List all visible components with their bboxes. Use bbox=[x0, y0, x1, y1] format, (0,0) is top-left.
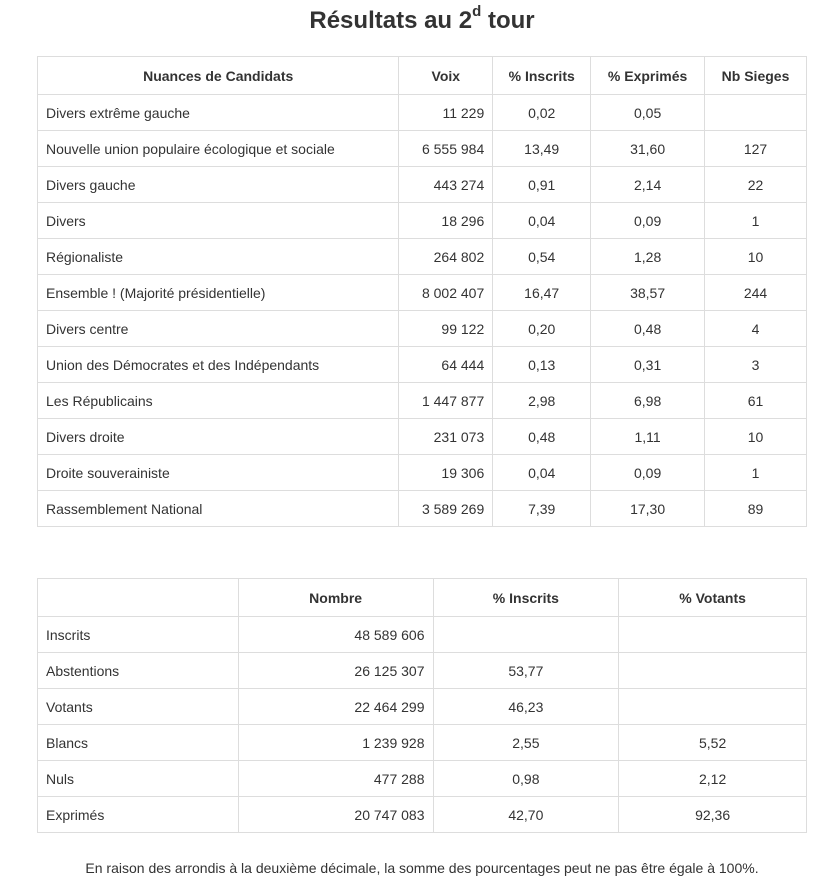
table-row bbox=[38, 275, 807, 311]
cell-nuance: Divers droite bbox=[38, 419, 399, 455]
cell-nb-sieges: 10 bbox=[705, 419, 807, 455]
table-row bbox=[38, 419, 807, 455]
cell-pct-votants bbox=[619, 689, 807, 725]
cell-nombre: 26 125 307 bbox=[238, 653, 433, 689]
footnote: En raison des arrondis à la deuxième décimale, la somme des pourcentages peut ne pas être égale à 100%. bbox=[85, 860, 759, 876]
cell-nombre: 22 464 299 bbox=[238, 689, 433, 725]
cell-nuance: Rassemblement National bbox=[38, 491, 399, 527]
cell-nb-sieges: 61 bbox=[705, 383, 807, 419]
cell-voix: 11 229 bbox=[399, 95, 493, 131]
title-superscript: d bbox=[472, 3, 482, 20]
title-suffix: tour bbox=[481, 7, 535, 34]
cell-pct-votants bbox=[619, 653, 807, 689]
cell-voix: 99 122 bbox=[399, 311, 493, 347]
cell-pct-votants: 92,36 bbox=[619, 797, 807, 833]
table-row bbox=[38, 131, 807, 167]
cell-nuance: Divers bbox=[38, 203, 399, 239]
cell-label: Blancs bbox=[38, 725, 239, 761]
cell-pct-inscrits bbox=[433, 617, 619, 653]
table-row bbox=[38, 797, 807, 833]
results-table-header bbox=[38, 57, 807, 95]
cell-voix: 1 447 877 bbox=[399, 383, 493, 419]
cell-nb-sieges: 4 bbox=[705, 311, 807, 347]
table-row bbox=[38, 491, 807, 527]
participation-table-header bbox=[38, 579, 807, 617]
cell-nombre: 48 589 606 bbox=[238, 617, 433, 653]
cell-voix: 64 444 bbox=[399, 347, 493, 383]
cell-voix: 6 555 984 bbox=[399, 131, 493, 167]
header-pct-votants: % Votants bbox=[619, 579, 807, 617]
cell-pct-inscrits: 0,91 bbox=[493, 167, 591, 203]
cell-nombre: 20 747 083 bbox=[238, 797, 433, 833]
cell-pct-exprimes: 31,60 bbox=[591, 131, 705, 167]
header-pct-inscrits: % Inscrits bbox=[433, 579, 619, 617]
cell-pct-inscrits: 0,48 bbox=[493, 419, 591, 455]
cell-pct-exprimes: 1,28 bbox=[591, 239, 705, 275]
cell-nb-sieges: 10 bbox=[705, 239, 807, 275]
cell-pct-exprimes: 1,11 bbox=[591, 419, 705, 455]
cell-pct-inscrits: 0,20 bbox=[493, 311, 591, 347]
table-row bbox=[38, 347, 807, 383]
cell-nombre: 477 288 bbox=[238, 761, 433, 797]
page-title bbox=[0, 0, 823, 36]
cell-pct-votants: 5,52 bbox=[619, 725, 807, 761]
table-row bbox=[38, 761, 807, 797]
cell-voix: 443 274 bbox=[399, 167, 493, 203]
cell-label: Abstentions bbox=[38, 653, 239, 689]
participation-table bbox=[37, 578, 807, 833]
cell-pct-inscrits: 2,98 bbox=[493, 383, 591, 419]
cell-pct-exprimes: 38,57 bbox=[591, 275, 705, 311]
table-row bbox=[38, 689, 807, 725]
results-header-row bbox=[38, 57, 807, 95]
cell-label: Nuls bbox=[38, 761, 239, 797]
table-row bbox=[38, 239, 807, 275]
cell-pct-exprimes: 2,14 bbox=[591, 167, 705, 203]
cell-label: Inscrits bbox=[38, 617, 239, 653]
cell-nb-sieges: 22 bbox=[705, 167, 807, 203]
cell-voix: 231 073 bbox=[399, 419, 493, 455]
header-nb-sieges: Nb Sieges bbox=[705, 57, 807, 95]
cell-nb-sieges: 127 bbox=[705, 131, 807, 167]
participation-table-body bbox=[38, 617, 807, 833]
cell-nombre: 1 239 928 bbox=[238, 725, 433, 761]
cell-nuance: Union des Démocrates et des Indépendants bbox=[38, 347, 399, 383]
header-nuances: Nuances de Candidats bbox=[38, 57, 399, 95]
cell-pct-inscrits: 0,04 bbox=[493, 203, 591, 239]
cell-nb-sieges: 3 bbox=[705, 347, 807, 383]
title-prefix: Résultats au 2 bbox=[309, 7, 473, 34]
table-row bbox=[38, 203, 807, 239]
table-row bbox=[38, 311, 807, 347]
cell-pct-inscrits: 42,70 bbox=[433, 797, 619, 833]
cell-nb-sieges: 1 bbox=[705, 455, 807, 491]
header-pct-exprimes: % Exprimés bbox=[591, 57, 705, 95]
cell-pct-inscrits: 7,39 bbox=[493, 491, 591, 527]
cell-pct-exprimes: 0,09 bbox=[591, 203, 705, 239]
cell-pct-inscrits: 2,55 bbox=[433, 725, 619, 761]
cell-nuance: Les Républicains bbox=[38, 383, 399, 419]
cell-nb-sieges: 244 bbox=[705, 275, 807, 311]
table-row bbox=[38, 95, 807, 131]
cell-nuance: Droite souverainiste bbox=[38, 455, 399, 491]
table-row bbox=[38, 167, 807, 203]
cell-voix: 8 002 407 bbox=[399, 275, 493, 311]
cell-pct-exprimes: 0,31 bbox=[591, 347, 705, 383]
cell-pct-inscrits: 0,13 bbox=[493, 347, 591, 383]
cell-pct-inscrits: 0,98 bbox=[433, 761, 619, 797]
cell-label: Votants bbox=[38, 689, 239, 725]
cell-pct-inscrits: 46,23 bbox=[433, 689, 619, 725]
cell-voix: 19 306 bbox=[399, 455, 493, 491]
header-empty bbox=[38, 579, 239, 617]
cell-pct-inscrits: 0,54 bbox=[493, 239, 591, 275]
table-row bbox=[38, 725, 807, 761]
header-pct-inscrits: % Inscrits bbox=[493, 57, 591, 95]
results-table-body bbox=[38, 95, 807, 527]
cell-pct-exprimes: 0,09 bbox=[591, 455, 705, 491]
cell-nb-sieges: 1 bbox=[705, 203, 807, 239]
header-voix: Voix bbox=[399, 57, 493, 95]
cell-pct-exprimes: 0,05 bbox=[591, 95, 705, 131]
cell-nuance: Divers extrême gauche bbox=[38, 95, 399, 131]
cell-nuance: Divers gauche bbox=[38, 167, 399, 203]
cell-pct-exprimes: 0,48 bbox=[591, 311, 705, 347]
cell-pct-votants bbox=[619, 617, 807, 653]
results-table bbox=[37, 56, 807, 527]
cell-voix: 3 589 269 bbox=[399, 491, 493, 527]
cell-pct-inscrits: 13,49 bbox=[493, 131, 591, 167]
cell-pct-inscrits: 0,04 bbox=[493, 455, 591, 491]
cell-pct-inscrits: 16,47 bbox=[493, 275, 591, 311]
cell-voix: 18 296 bbox=[399, 203, 493, 239]
header-nombre: Nombre bbox=[238, 579, 433, 617]
table-row bbox=[38, 653, 807, 689]
cell-pct-inscrits: 53,77 bbox=[433, 653, 619, 689]
cell-nb-sieges bbox=[705, 95, 807, 131]
cell-pct-exprimes: 6,98 bbox=[591, 383, 705, 419]
cell-pct-exprimes: 17,30 bbox=[591, 491, 705, 527]
cell-pct-inscrits: 0,02 bbox=[493, 95, 591, 131]
cell-nuance: Ensemble ! (Majorité présidentielle) bbox=[38, 275, 399, 311]
table-row bbox=[38, 455, 807, 491]
cell-nuance: Nouvelle union populaire écologique et sociale bbox=[38, 131, 399, 167]
table-row bbox=[38, 617, 807, 653]
cell-nb-sieges: 89 bbox=[705, 491, 807, 527]
cell-nuance: Divers centre bbox=[38, 311, 399, 347]
cell-pct-votants: 2,12 bbox=[619, 761, 807, 797]
table-row bbox=[38, 383, 807, 419]
cell-label: Exprimés bbox=[38, 797, 239, 833]
cell-voix: 264 802 bbox=[399, 239, 493, 275]
cell-nuance: Régionaliste bbox=[38, 239, 399, 275]
participation-header-row bbox=[38, 579, 807, 617]
